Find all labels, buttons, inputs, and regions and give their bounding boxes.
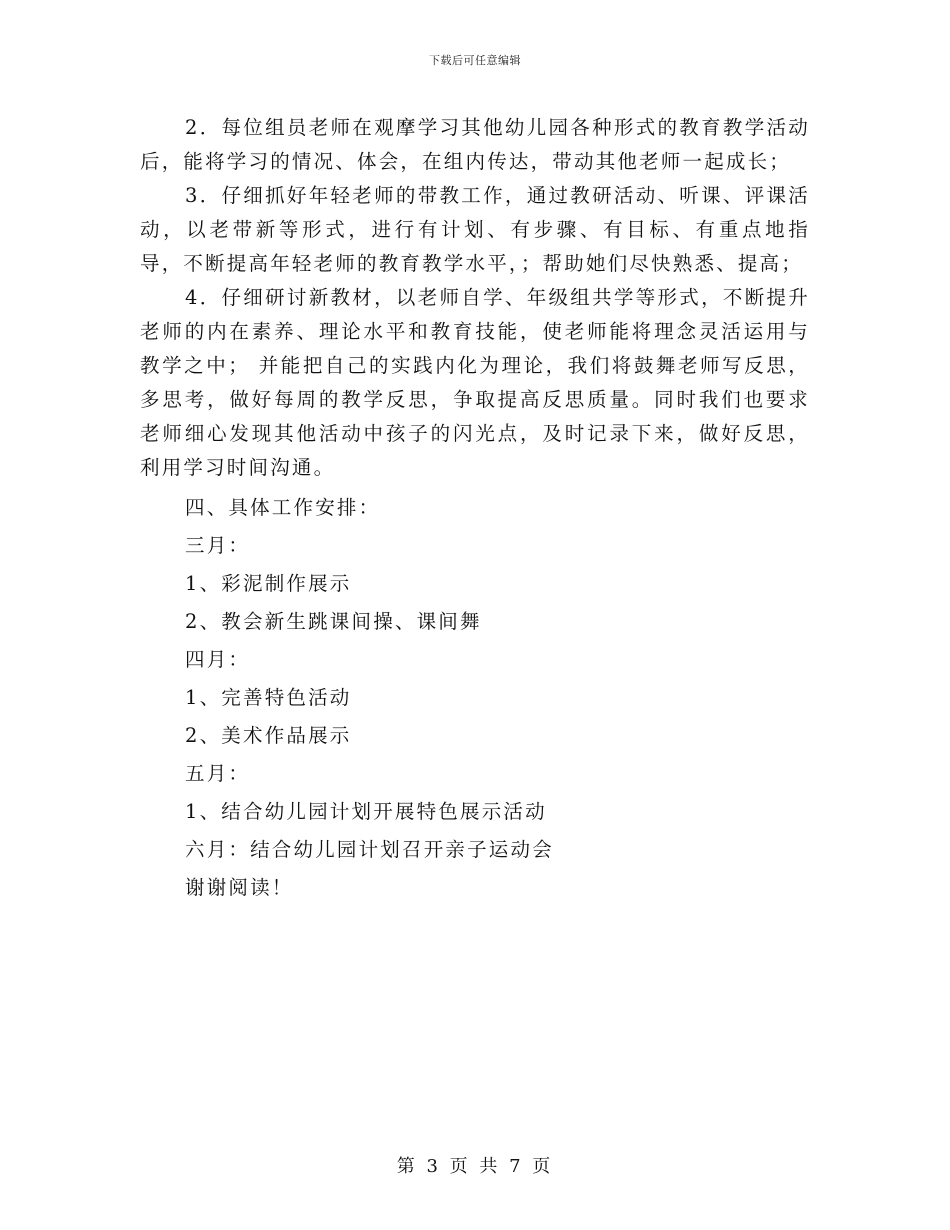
page-number: 第 3 页 共 7 页 [396,1156,554,1177]
list-item: 1、完善特色活动 [185,686,352,709]
month-heading-may: 五月： [185,762,251,785]
month-heading-march: 三月： [185,534,251,557]
month-heading-june: 六月：结合幼儿园计划召开亲子运动会 [185,838,554,861]
list-item: 1、结合幼儿园计划开展特色展示活动 [185,800,547,823]
paragraph-item-3: 3．仔细抓好年轻老师的带教工作，通过教研活动、听课、评课活动，以老带新等形式，进行有计划、有步骤、有目标、有重点地指导，不断提高年轻老师的教育教学水平，；帮助她们尽快熟悉、提高； [140,184,810,275]
document-body [140,111,810,907]
paragraph-item-4: 4．仔细研讨新教材，以老师自学、年级组共学等形式，不断提升老师的内在素养、理论水平和教育技能，使老师能将理念灵活运用与教学之中； 并能把自己的实践内化为理论，我们将鼓舞老师写反思，多思考，做好每周的教学反思，争取提高反思质量。同时我们也要求老师细心发现其他活动中孩子的闪光点，及时记录下来，做好反思，利用学习时间沟通。 [140,286,810,479]
schedule-section [140,489,810,907]
section-heading: 四、具体工作安排： [185,496,381,519]
page-header: 下载后可任意编辑 [429,54,521,67]
list-item: 2、美术作品展示 [185,724,352,747]
closing-text: 谢谢阅读！ [185,876,294,899]
list-item: 2、教会新生跳课间操、课间舞 [185,610,482,633]
list-item: 1、彩泥制作展示 [185,572,352,595]
paragraph-item-2: 2．每位组员老师在观摩学习其他幼儿园各种形式的教育教学活动后，能将学习的情况、体会，在组内传达，带动其他老师一起成长； [140,116,810,173]
month-heading-april: 四月： [185,648,251,671]
